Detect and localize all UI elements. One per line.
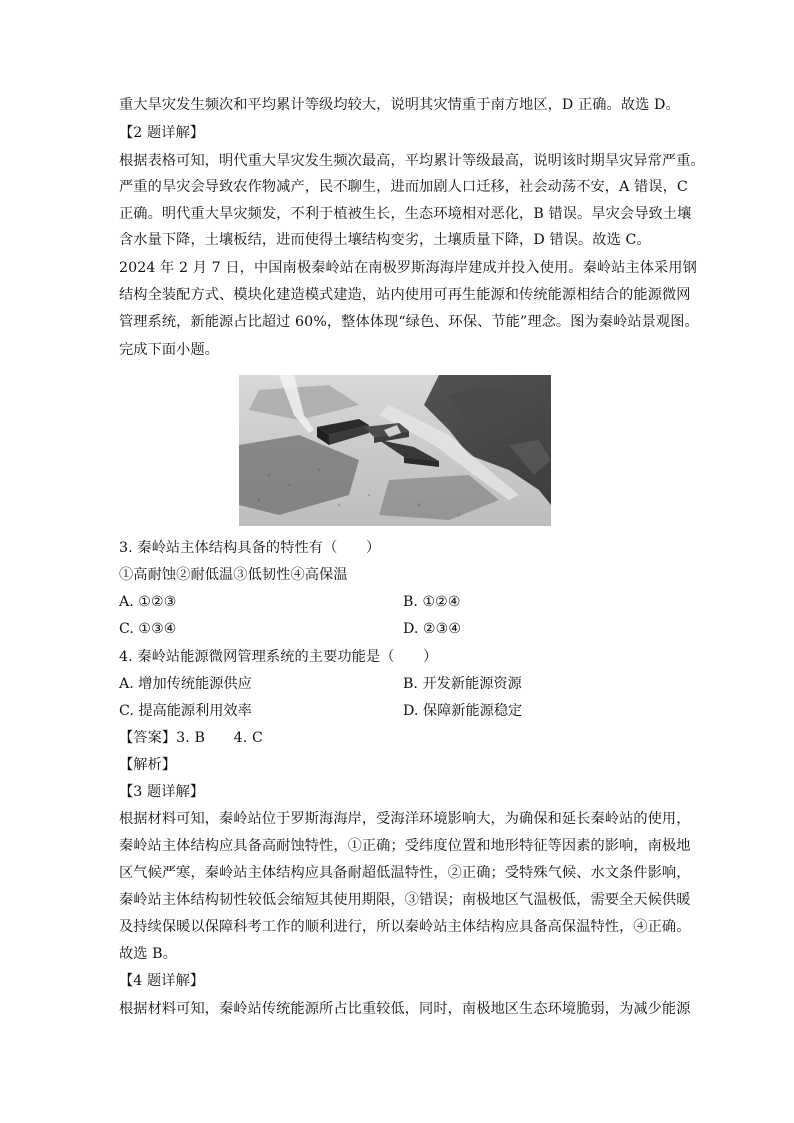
text-line: 秦岭站主体结构韧性较低会缩短其使用期限，③错误；南极地区气温极低，需要全天候供暖 [119, 892, 691, 908]
text-line: 重大旱灾发生频次和平均累计等级均较大，说明其灾情重于南方地区，D 正确。故选 D。 [119, 97, 680, 113]
text-line: 根据表格可知，明代重大旱灾发生频次最高，平均累计等级最高，说明该时期旱灾异常严重。 [119, 153, 705, 169]
section-heading: 【2 题详解】 [119, 125, 205, 141]
question-3-option-c: C. ①③④ [119, 621, 177, 637]
question-4-stem: 4. 秦岭站能源微网管理系统的主要功能是（ ） [119, 649, 438, 665]
text-line: 正确。明代重大旱灾频发，不利于植被生长，生态环境相对恶化，B 错误。旱灾会导致土壤 [119, 206, 692, 222]
question-3-option-a: A. ①②③ [119, 594, 177, 610]
answer-line: 【答案】3. B 4. C [119, 730, 263, 746]
question-4-option-d: D. 保障新能源稳定 [403, 703, 523, 719]
text-line: 故选 B。 [119, 946, 177, 962]
text-line: 严重的旱灾会导致农作物减产，民不聊生，进而加剧人口迁移，社会动荡不安，A 错误，C [119, 179, 688, 195]
question-3-stem: 3. 秦岭站主体结构具备的特性有（ ） [119, 540, 381, 556]
text-line: 秦岭站主体结构应具备高耐蚀特性，①正确；受纬度位置和地形特征等因素的影响，南极地 [119, 838, 691, 854]
question-3-option-b: B. ①②④ [403, 594, 461, 610]
text-line: 完成下面小题。 [119, 342, 220, 358]
qinling-station-photo [239, 375, 551, 526]
question-4-option-b: B. 开发新能源资源 [403, 676, 522, 692]
question-4-option-c: C. 提高能源利用效率 [119, 703, 252, 719]
text-line: 管理系统，新能源占比超过 60%，整体体现“绿色、环保、节能”理念。图为秦岭站景观图。 [119, 314, 699, 330]
text-line: 结构全装配方式、模块化建造模式建造，站内使用可再生能源和传统能源相结合的能源微网 [119, 287, 691, 303]
question-3-option-d: D. ②③④ [403, 621, 462, 637]
detail-4-heading: 【4 题详解】 [119, 973, 205, 989]
text-line: 区气候严寒，秦岭站主体结构应具备耐超低温特性，②正确；受特殊气候、水文条件影响， [119, 865, 691, 881]
detail-3-heading: 【3 题详解】 [119, 784, 205, 800]
text-line: 根据材料可知，秦岭站传统能源所占比重较低，同时，南极地区生态环境脆弱，为减少能源 [119, 1001, 691, 1017]
text-line: 含水量下降，土壤板结，进而使得土壤结构变劣，土壤质量下降，D 错误。故选 C。 [119, 232, 651, 248]
question-4-option-a: A. 增加传统能源供应 [119, 676, 252, 692]
text-line: 根据材料可知，秦岭站位于罗斯海海岸，受海洋环境影响大，为确保和延长秦岭站的使用， [119, 811, 691, 827]
text-line: 2024 年 2 月 7 日，中国南极秦岭站在南极罗斯海海岸建成并投入使用。秦岭站主体采用钢 [119, 260, 697, 276]
question-3-items: ①高耐蚀②耐低温③低韧性④高保温 [119, 567, 348, 583]
analysis-heading: 【解析】 [119, 757, 177, 773]
text-line: 及持续保暖以保障科考工作的顺利进行，所以秦岭站主体结构应具备高保温特性，④正确。 [119, 919, 691, 935]
